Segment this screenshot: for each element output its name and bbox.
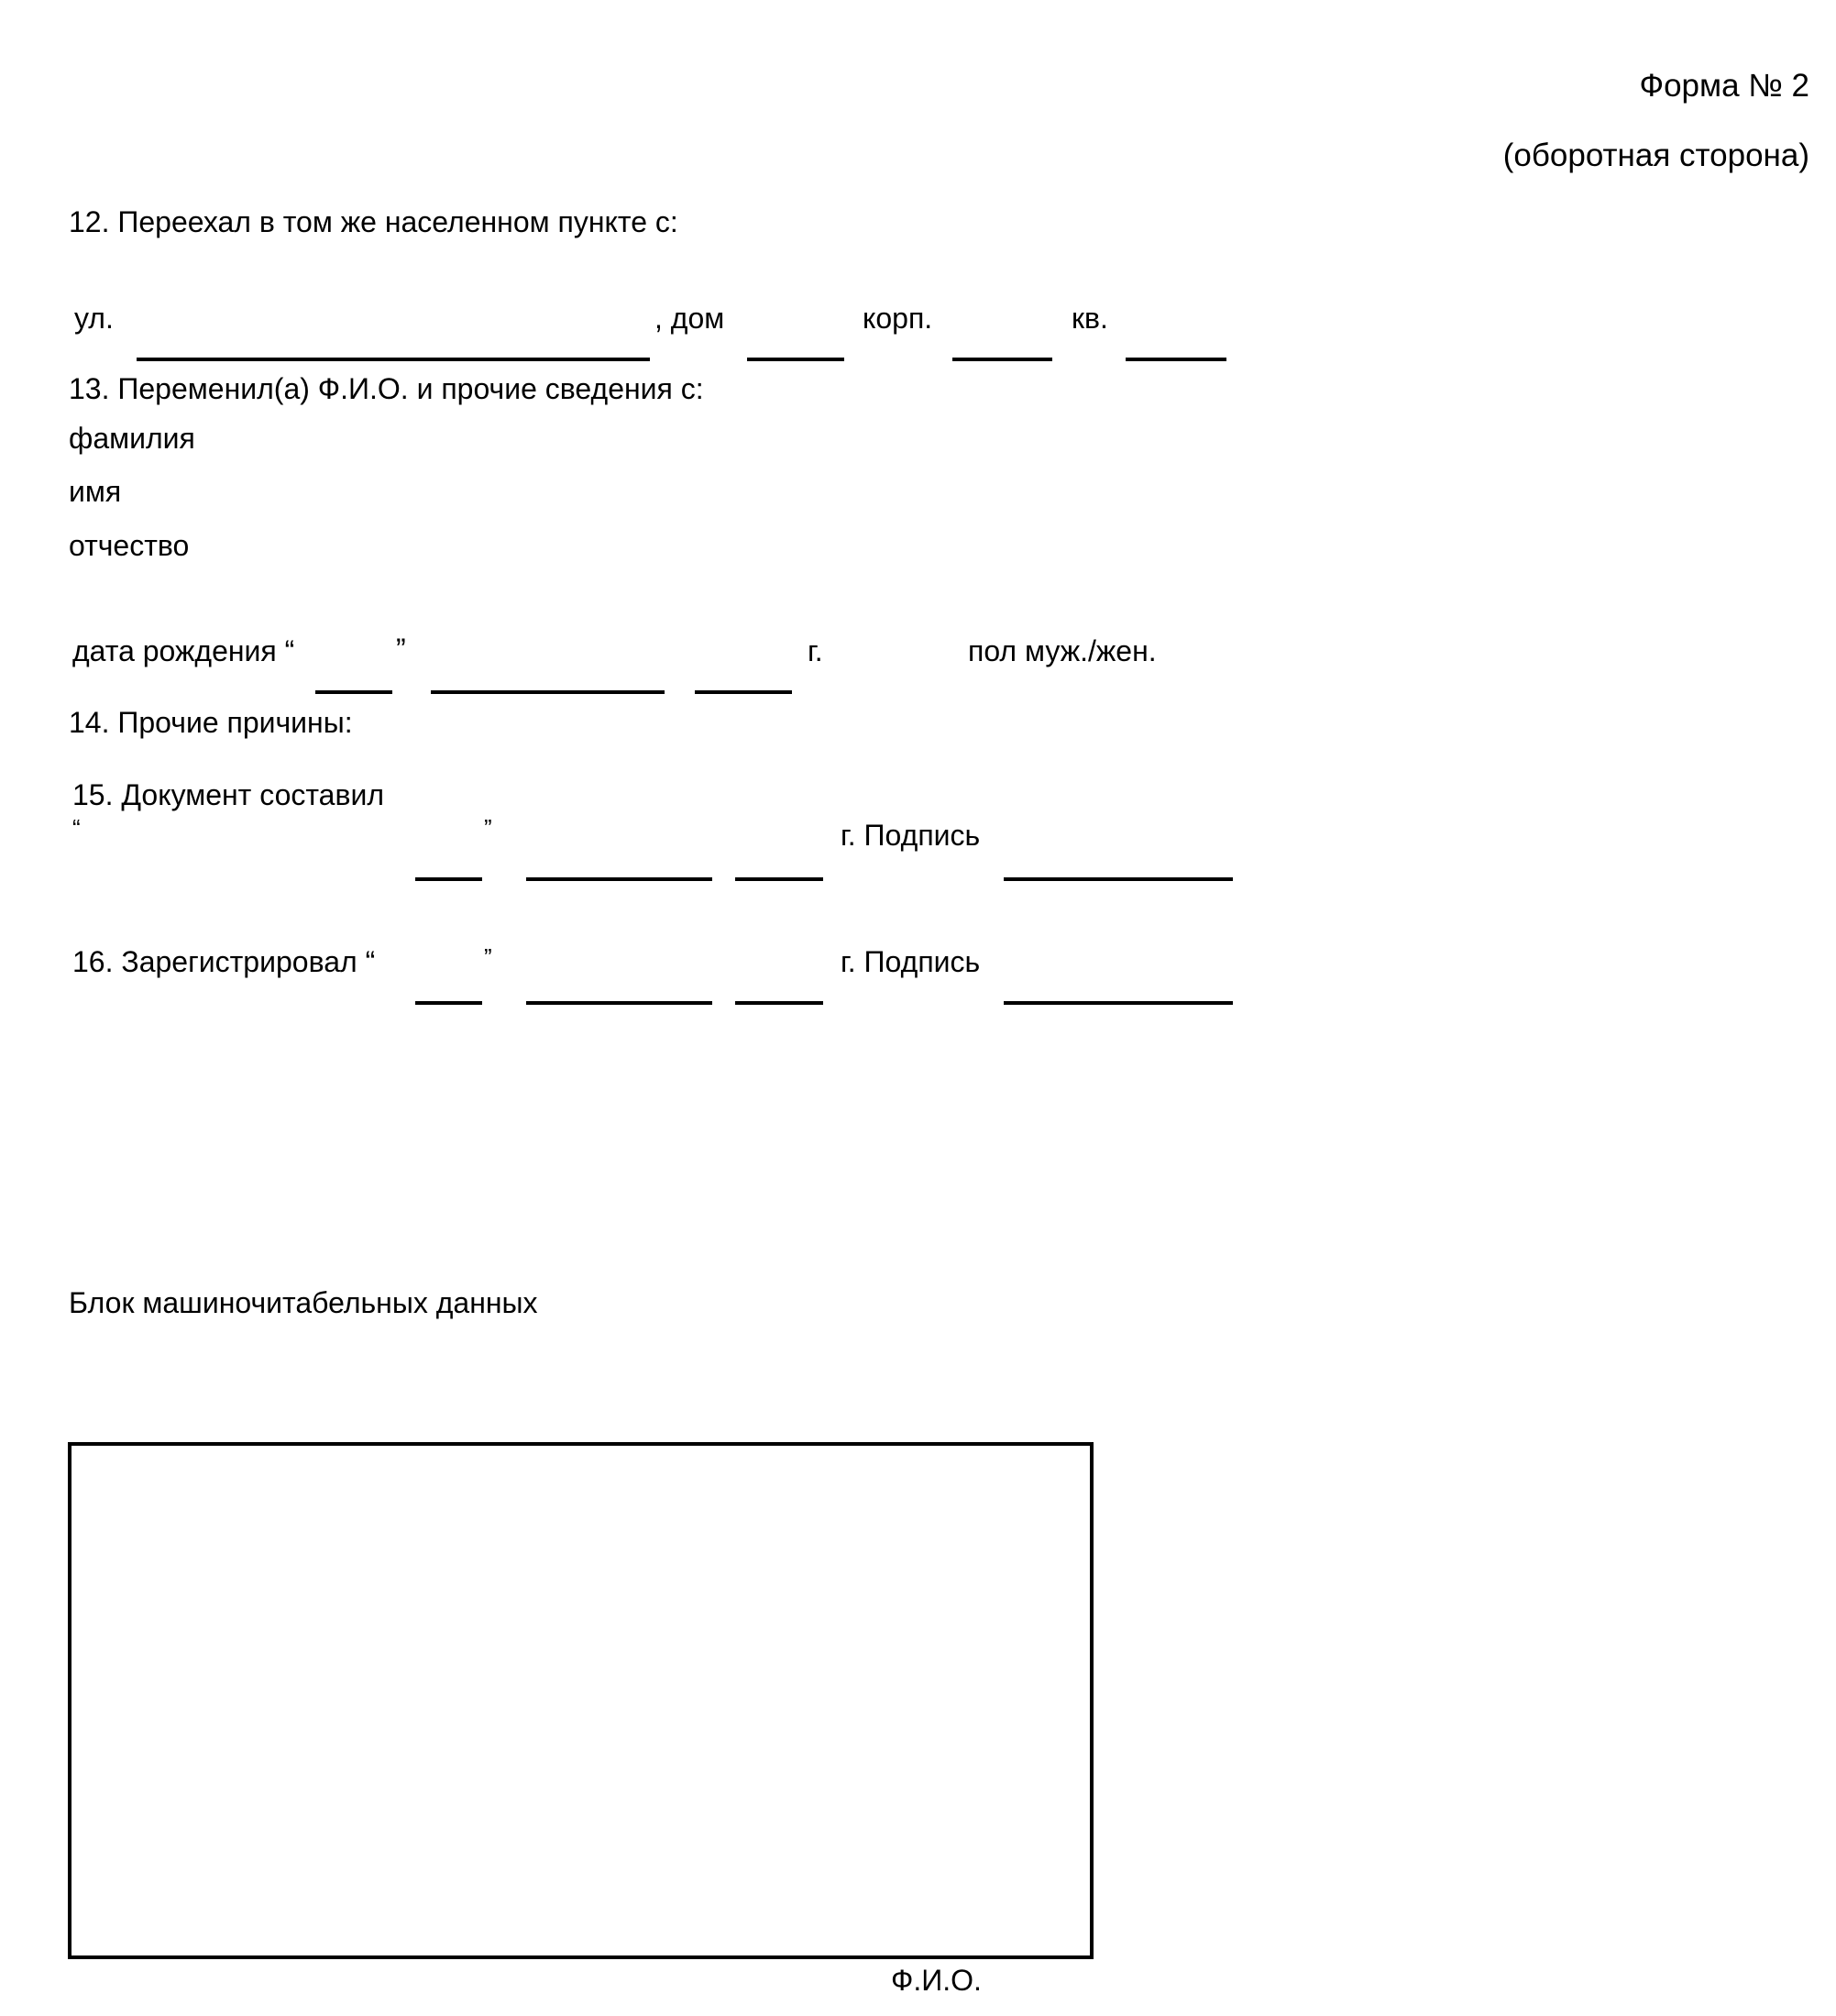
s15-month-field[interactable] [526,877,712,881]
s16-day-field[interactable] [415,1001,482,1005]
street-field[interactable] [137,358,650,361]
patronymic-label: отчество [69,529,190,562]
birth-date-label: дата рождения “ [72,634,295,667]
machine-block-title: Блок машиночитабельных данных [69,1286,538,1319]
s15-open-quote: “ [72,814,81,842]
form-side: (оборотная сторона) [1502,138,1809,173]
section-12-title: 12. Переехал в том же населенном пункте с: [69,205,678,238]
s16-close-quote: ” [484,943,492,971]
birth-month-field[interactable] [431,690,665,694]
building-field[interactable] [952,358,1052,361]
birth-day-field[interactable] [315,690,392,694]
s16-month-field[interactable] [526,1001,712,1005]
birth-year-field[interactable] [695,690,792,694]
birth-close-quote: ” [396,633,406,666]
s16-signature-field[interactable] [1004,1001,1233,1005]
building-label: корп. [863,302,933,335]
sex-label: пол муж./жен. [968,634,1157,667]
birth-year-label: г. [808,634,823,667]
s15-year-sign-label: г. Подпись [841,819,981,852]
section-15-title: 15. Документ составил [72,778,385,811]
name-label: имя [69,475,122,508]
street-label: ул. [74,302,114,335]
apt-field[interactable] [1126,358,1226,361]
s15-signature-field[interactable] [1004,877,1233,881]
machine-readable-box [68,1442,1094,1959]
surname-label: фамилия [69,422,195,455]
s15-year-field[interactable] [735,877,823,881]
fio-label: Ф.И.О. [891,1964,982,1997]
s16-year-sign-label: г. Подпись [841,945,981,978]
section-14-title: 14. Прочие причины: [69,706,353,739]
house-field[interactable] [747,358,844,361]
s15-close-quote: ” [484,814,492,842]
house-label: , дом [654,302,725,335]
section-13-title: 13. Переменил(а) Ф.И.О. и прочие сведения с: [69,372,704,405]
form-number: Форма № 2 [1639,68,1809,104]
s16-year-field[interactable] [735,1001,823,1005]
s15-day-field[interactable] [415,877,482,881]
apt-label: кв. [1072,302,1108,335]
section-16-title: 16. Зарегистрировал “ [72,945,376,978]
